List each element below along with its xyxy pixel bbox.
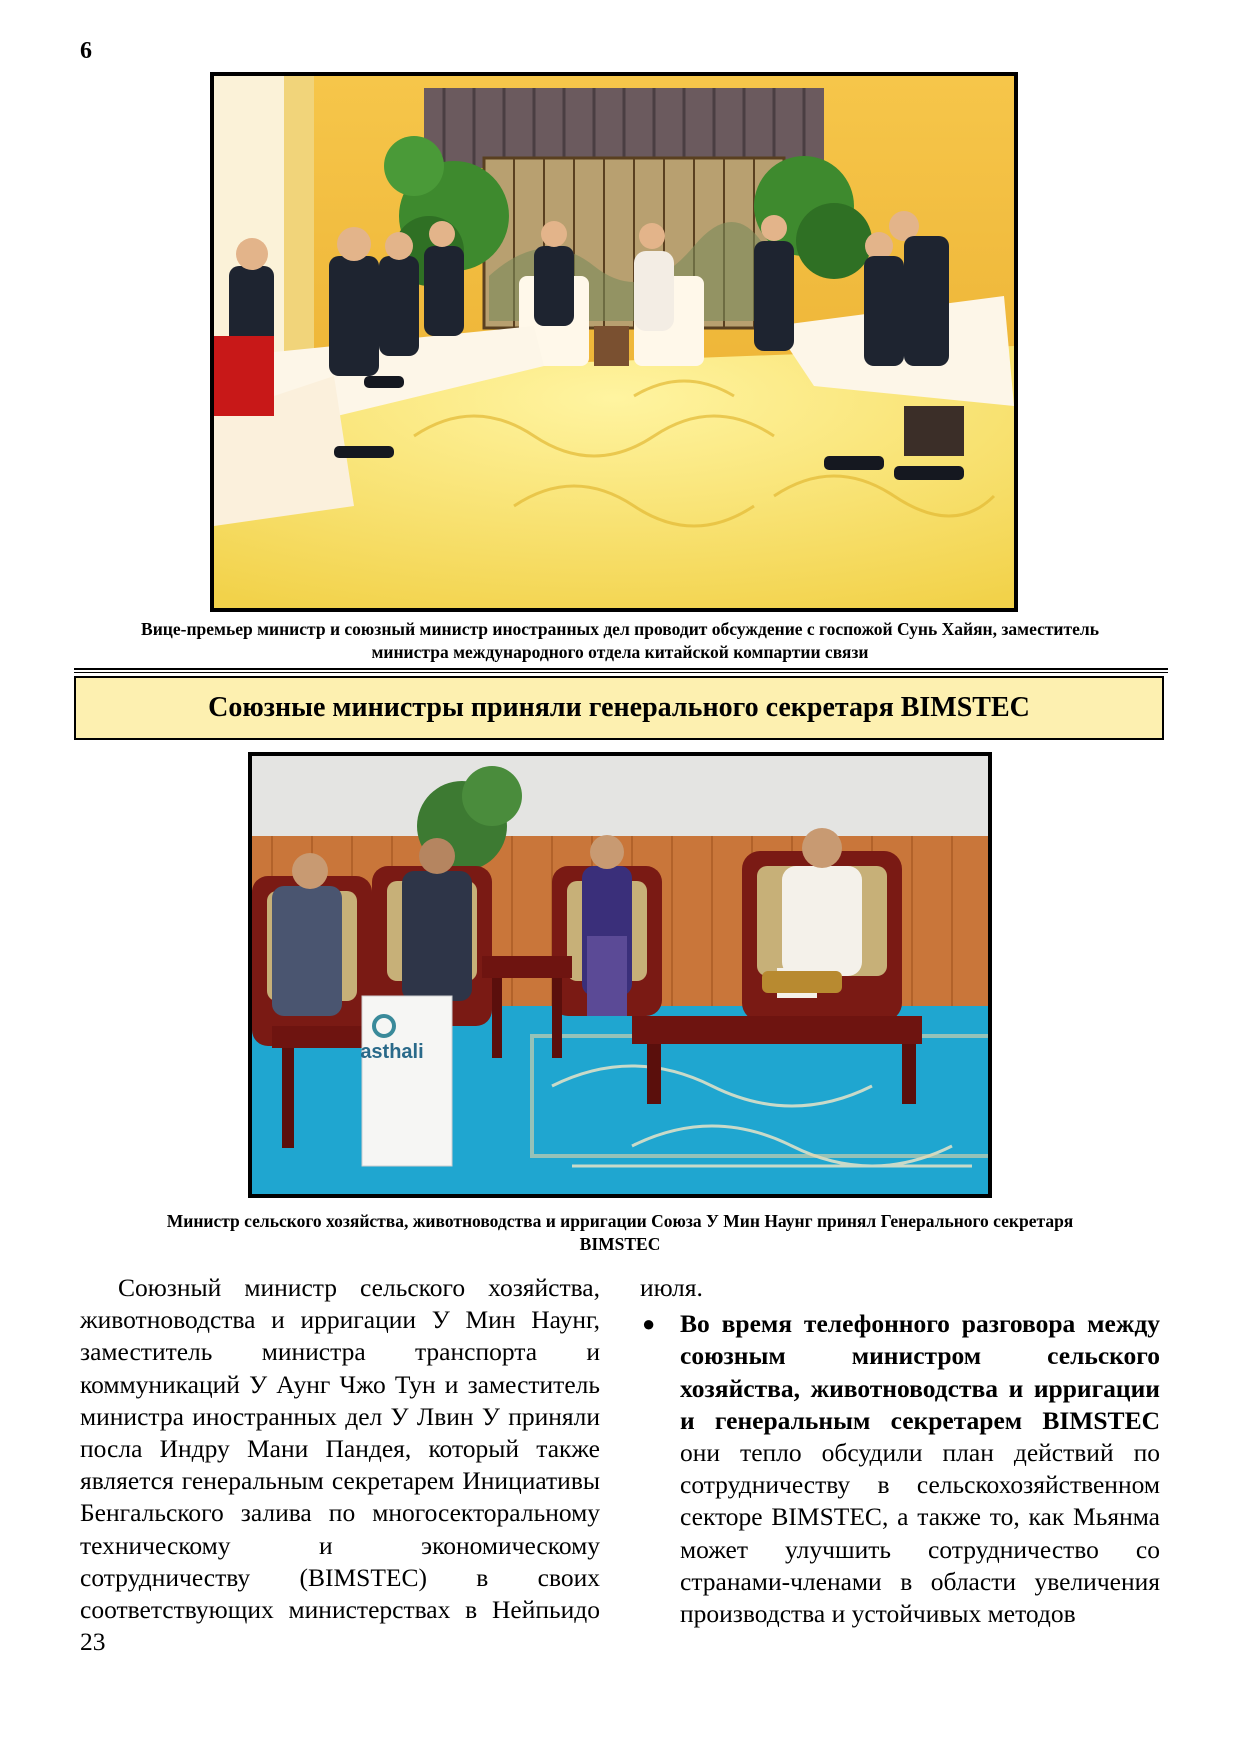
- photo-reception-room: [248, 752, 992, 1198]
- article-left-column: [80, 1272, 600, 1658]
- article-paragraph: Союзный министр сельского хозяйства, животноводства и ирригации У Мин Наунг, заместитель министра транспорта и коммуникаций У Аунг Чжо Тун и заместитель министра иностранных дел У Лвин У приняли посла Индру Мани Пандея, который также является генеральным секретарем Инициативы Бенгальского залива по многосекторальному техническому и экономическому сотрудничеству (BIMSTEC) в своих соответствующих министерствах в Нейпьидо 23: [80, 1273, 600, 1657]
- photo2-caption: Министр сельского хозяйства, животноводства и ирригации Союза У Мин Наунг принял Генерального секретаря BIMSTEC: [166, 1211, 1074, 1254]
- bullet-text: [680, 1308, 1160, 1630]
- section-rule-thin: [74, 672, 1168, 673]
- photo1-caption: Вице-премьер министр и союзный министр иностранных дел проводит обсуждение с госпожой Сунь Хайян, заместитель министра международного отдела китайской компартии связи: [141, 619, 1099, 662]
- bullet-item: [640, 1308, 1160, 1630]
- page-number: 6: [80, 38, 92, 64]
- article-continuation: июля.: [640, 1273, 703, 1302]
- article-right-column: [640, 1272, 1160, 1630]
- photo-meeting-hall: [210, 72, 1018, 612]
- bullet-dot-icon: ●: [642, 1311, 656, 1337]
- article-headline: Союзные министры приняли генерального секретаря BIMSTEC: [74, 676, 1164, 740]
- bag-logo-text: asthali: [360, 1041, 424, 1063]
- bullet-bold-text: Во время телефонного разговора между союзным министром сельского хозяйства, животноводства и ирригации и генеральным секретарем BIMSTEC: [680, 1309, 1160, 1435]
- bullet-body-text: они тепло обсудили план действий по сотрудничеству в сельскохозяйственном секторе BIMSTEC, а также то, как Мьянма может улучшить сотрудничество со странами-членами в области увеличения производства и устойчивых методов: [680, 1438, 1160, 1629]
- section-rule-thick: [74, 668, 1168, 670]
